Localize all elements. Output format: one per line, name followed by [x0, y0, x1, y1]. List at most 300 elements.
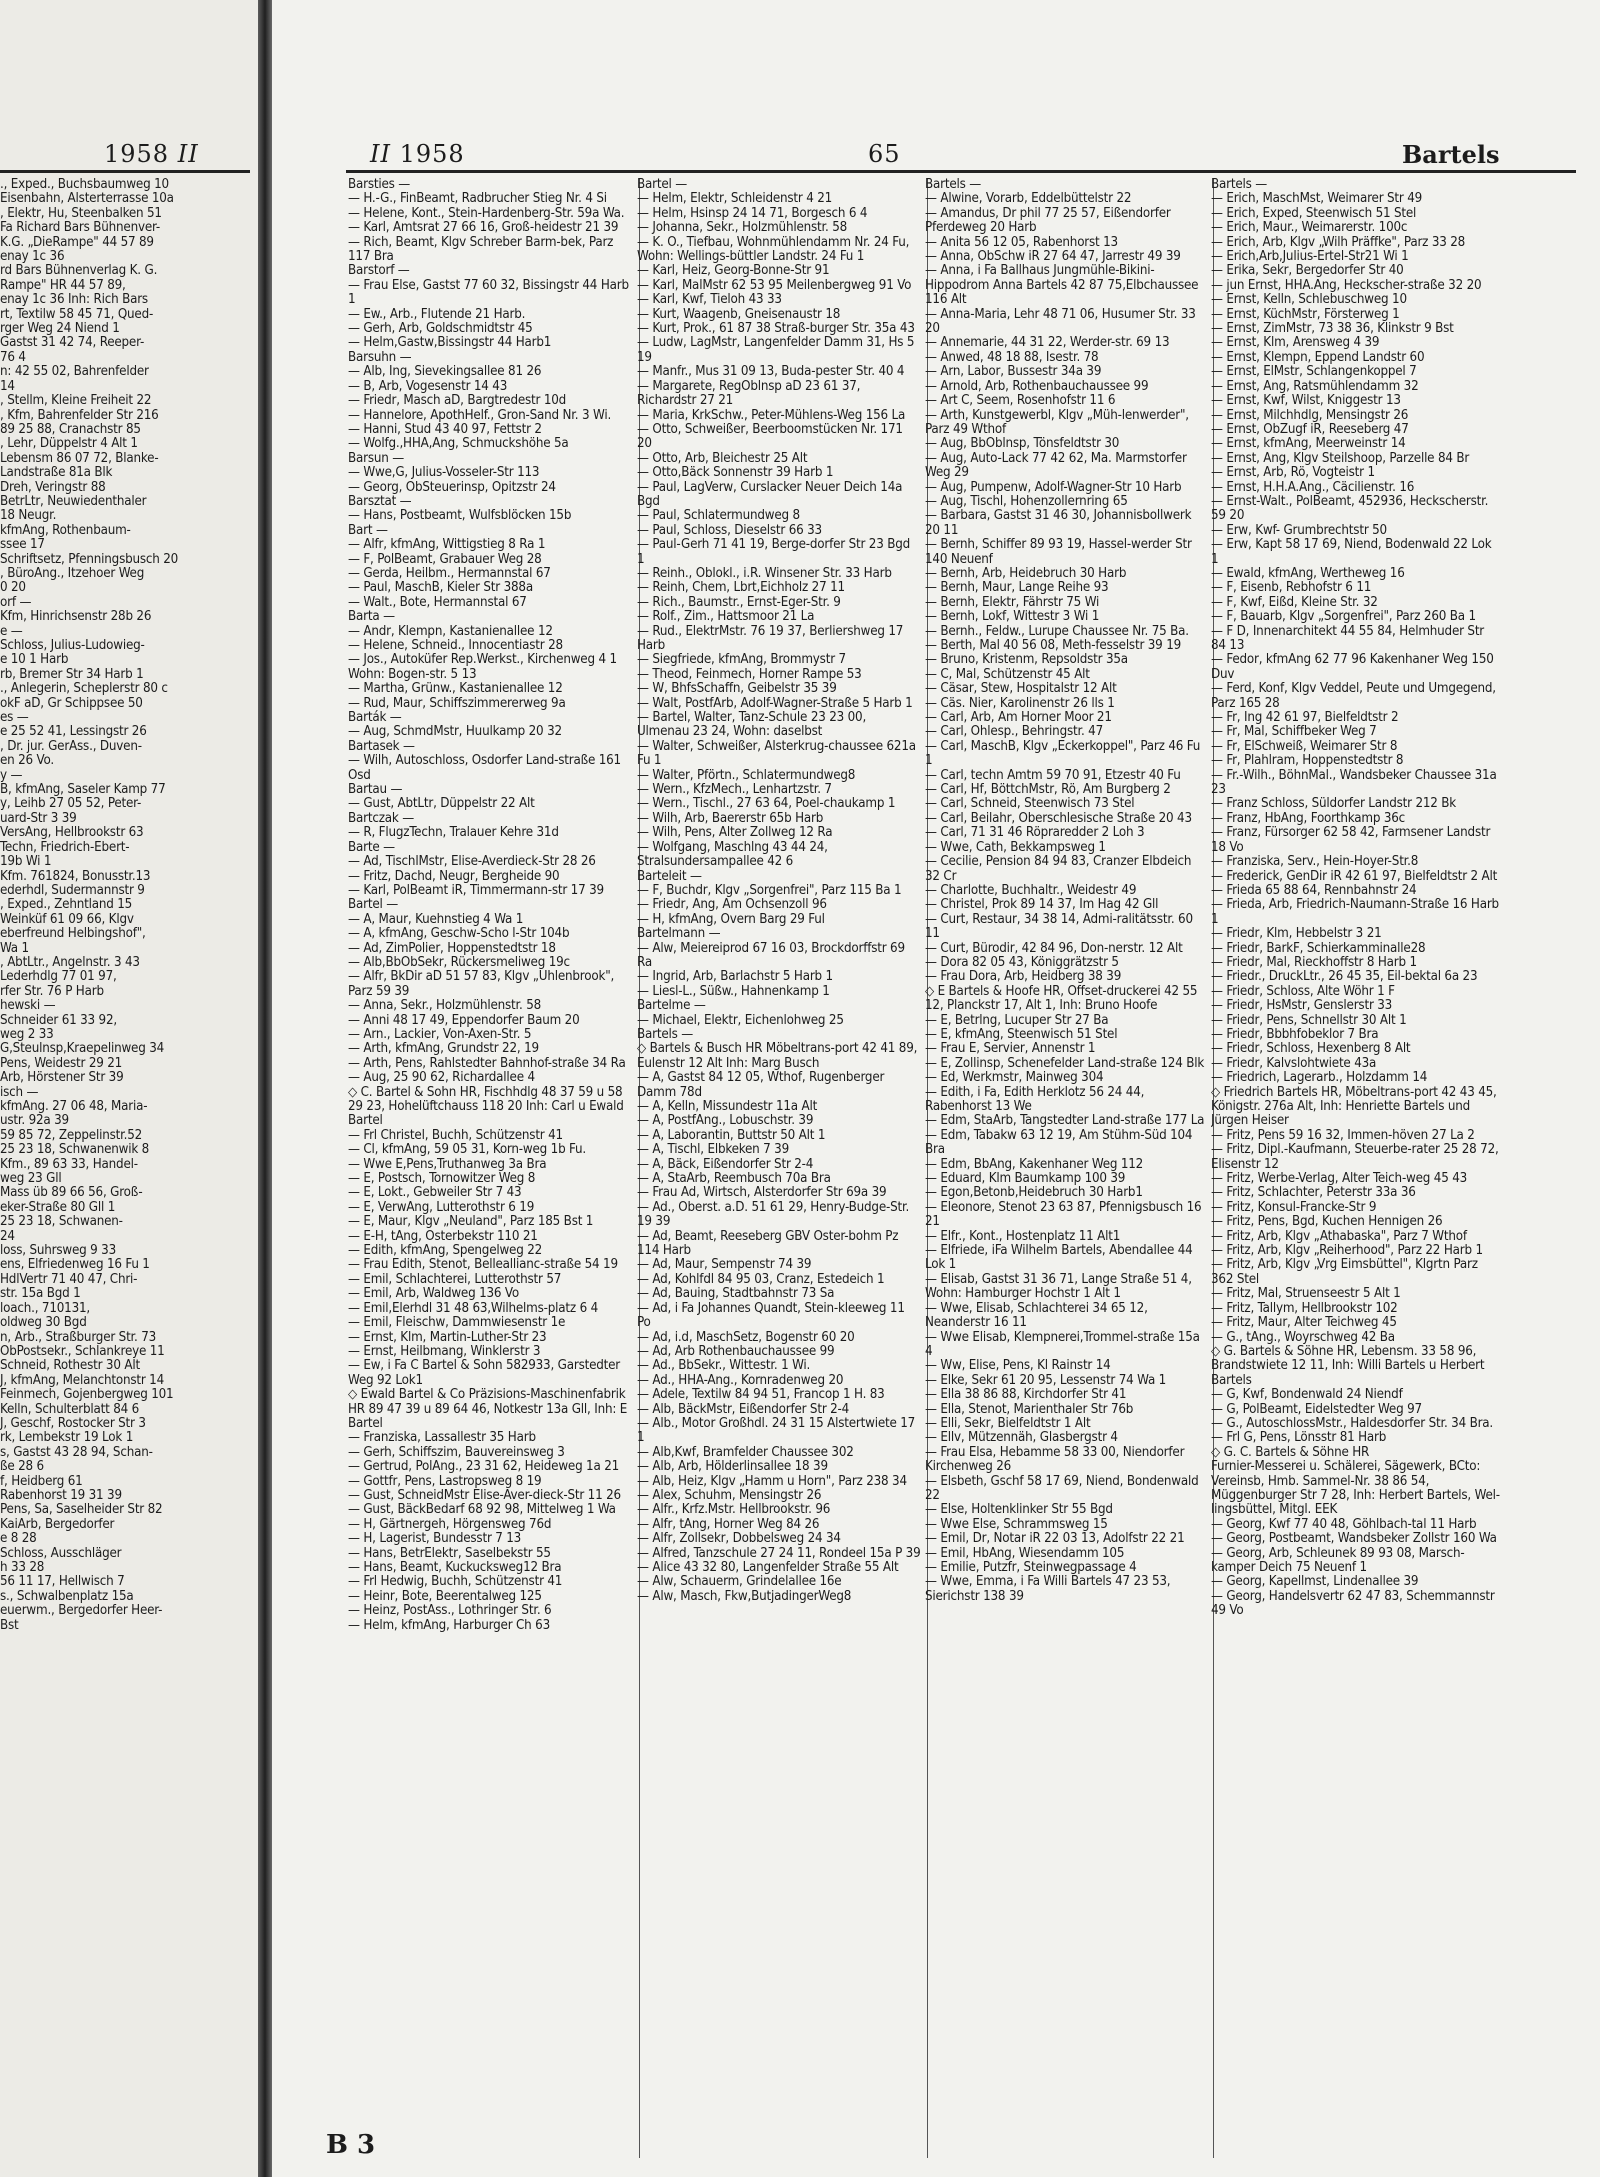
directory-entry: ens, Elfriedenweg 16 Fu 1 [0, 1257, 150, 1273]
directory-entry: — Bruno, Kristenm, Repsoldstr 35a [925, 652, 1128, 668]
directory-entry: Techn, Friedrich-Ebert- [0, 839, 130, 855]
footer-mark: B 3 [326, 2130, 376, 2160]
directory-entry: — Alfr, Zollsekr, Dobbelsweg 24 34 [637, 1531, 841, 1547]
directory-entry: Barte — [348, 839, 395, 855]
directory-entry: Bartel — [637, 178, 687, 192]
directory-entry: — Anni 48 17 49, Eppendorfer Baum 20 [348, 1012, 580, 1028]
directory-entry: — Karl, Kwf, Tieloh 43 33 [637, 292, 782, 308]
directory-entry: — Eleonore, Stenot 23 63 87, Pfennigsbusch 16 21 [925, 1199, 1202, 1230]
directory-entry: weg 2 33 [0, 1026, 54, 1042]
directory-entry: — Helm, Hsinsp 24 14 71, Borgesch 6 4 [637, 205, 868, 221]
directory-entry: — Curt, Restaur, 34 38 14, Admi-ralitätsstr. 60 11 [925, 911, 1193, 942]
directory-entry: — Helm, kfmAng, Harburger Ch 63 [348, 1617, 550, 1633]
directory-entry: — Ad, i.d, MaschSetz, Bogenstr 60 20 [637, 1329, 855, 1345]
directory-entry: Schneid, Rothestr 30 Alt [0, 1358, 140, 1374]
directory-entry: — Frau E, Servier, Annenstr 1 [925, 1041, 1096, 1057]
directory-entry: euerwm., Bergedorfer Heer- [0, 1603, 163, 1619]
directory-entry: — Friedr, Schloss, Alte Wöhr 1 F [1211, 983, 1395, 999]
directory-entry: — Ernst, Arb, Rö, Vogteistr 1 [1211, 465, 1375, 481]
directory-entry: — Friedr, Schloss, Hexenberg 8 Alt [1211, 1041, 1411, 1057]
directory-entry: ◇ E Bartels & Hoofe HR, Offset-druckerei 42 55 12, Planckstr 17, Alt 1, Inh: Bruno Hoofe [925, 983, 1198, 1014]
directory-entry: — Erich, Maur., Weimarerstr. 100c [1211, 220, 1408, 236]
directory-entry: — Amandus, Dr phil 77 25 57, Eißendorfer Pferdeweg 20 Harb [925, 205, 1171, 236]
directory-entry: — Wern., Tischl., 27 63 64, Poel-chaukamp 1 [637, 796, 896, 812]
directory-entry: — Alfr, tAng, Horner Weg 84 26 [637, 1516, 820, 1532]
directory-entry: — Carl, 71 31 46 Röpraredder 2 Loh 3 [925, 825, 1145, 841]
directory-entry: Barták — [348, 710, 402, 726]
directory-entry: — Carl, Ohlesp., Behringstr. 47 [925, 724, 1103, 740]
directory-entry: Bartczak — [348, 810, 415, 826]
directory-entry: — Wolfgang, Maschlng 43 44 24, Stralsundersampallee 42 6 [637, 839, 828, 870]
directory-entry: — A, StaArb, Reembusch 70a Bra [637, 1171, 831, 1187]
directory-entry: — Wern., KfzMech., Lenhartzstr. 7 [637, 782, 832, 798]
directory-entry: — Ad, Bauing, Stadtbahnstr 73 Sa [637, 1286, 835, 1302]
directory-entry: — Otto,Bäck Sonnenstr 39 Harb 1 [637, 465, 834, 481]
directory-entry: — Bernh, Schiffer 89 93 19, Hassel-werder Str 140 Neuenf [925, 537, 1192, 567]
directory-entry: s, Gastst 43 28 94, Schan- [0, 1444, 153, 1460]
directory-entry: Bartau — [348, 782, 403, 798]
directory-entry: — Fr, Mal, Schiffbeker Weg 7 [1211, 724, 1377, 740]
directory-entry: B, kfmAng, Saseler Kamp 77 [0, 782, 166, 798]
directory-entry: — Ellv, Mützennäh, Glasbergstr 4 [925, 1430, 1118, 1446]
directory-entry: Mass üb 89 66 56, Groß- [0, 1185, 143, 1201]
directory-entry: — R, FlugzTechn, Tralauer Kehre 31d [348, 825, 559, 841]
directory-entry: — Ernst-Walt., PolBeamt, 452936, Heckscherstr. 59 20 [1211, 493, 1489, 524]
directory-entry: — Erich,Arb,Julius-Ertel-Str21 Wi 1 [1211, 249, 1409, 265]
directory-entry: — Bernh, Elektr, Fährstr 75 Wi [925, 594, 1100, 610]
directory-entry: — Margarete, RegOblnsp aD 23 61 37, Richardstr 27 21 [637, 378, 861, 409]
directory-entry: — Frau Edith, Stenot, Belleallianc-straße 54 19 [348, 1257, 618, 1273]
directory-entry: — C, Mal, Schützenstr 45 Alt [925, 666, 1090, 682]
directory-entry: HdlVertr 71 40 47, Chri- [0, 1271, 138, 1287]
directory-entry: — Karl, Heiz, Georg-Bonne-Str 91 [637, 263, 830, 279]
directory-entry: uard-Str 3 39 [0, 810, 77, 826]
directory-entry: — Theod, Feinmech, Horner Rampe 53 [637, 666, 862, 682]
directory-entry: Arb, Hörstener Str 39 [0, 1070, 124, 1086]
directory-entry: — Georg, Postbeamt, Wandsbeker Zollstr 160 Wa [1211, 1531, 1497, 1547]
directory-column-3 [925, 178, 1207, 2163]
right-page [272, 0, 1600, 2177]
directory-entry: — Reinh., Oblokl., i.R. Winsener Str. 33 Harb [637, 565, 892, 581]
directory-entry: — Fr, ElSchweiß, Weimarer Str 8 [1211, 738, 1398, 754]
directory-entry: — Alb, Heiz, Klgv „Hamm u Horn", Parz 238 34 [637, 1473, 907, 1489]
directory-entry: — Alb, Arb, Hölderlinsallee 18 39 [637, 1459, 828, 1475]
directory-entry: — Fritz, Tallym, Hellbrookstr 102 [1211, 1300, 1398, 1316]
directory-entry: — Ad, i Fa Johannes Quandt, Stein-kleeweg 11 Po [637, 1300, 905, 1331]
directory-entry: — Emil,Elerhdl 31 48 63,Wilhelms-platz 6 4 [348, 1300, 598, 1316]
directory-entry: — Edith, i Fa, Edith Herklotz 56 24 44, Rabenhorst 13 We [925, 1084, 1145, 1114]
directory-entry: Barsun — [348, 450, 405, 466]
directory-entry: — Art C, Seem, Rosenhofstr 11 6 [925, 393, 1116, 409]
directory-entry: — Wwe, Emma, i Fa Willi Bartels 47 23 53, Sierichstr 138 39 [925, 1574, 1171, 1604]
directory-entry: , Elektr, Hu, Steenbalken 51 [0, 205, 162, 221]
directory-entry: — Elsbeth, Gschf 58 17 69, Niend, Bondenwald 22 [925, 1473, 1199, 1503]
directory-entry: — Fritz, Pens, Bgd, Kuchen Hennigen 26 [1211, 1214, 1443, 1230]
directory-entry: — Friedr, Klm, Hebbelstr 3 21 [1211, 926, 1382, 942]
directory-entry: — Arth, Pens, Rahlstedter Bahnhof-straße 34 Ra [348, 1055, 626, 1071]
directory-entry: ◇ Friedrich Bartels HR, Möbeltrans-port 42 43 45, Königstr. 276a Alt, Inh: Henriette Bartels und Jürgen Heiser [1211, 1084, 1497, 1129]
directory-entry: — Karl, MalMstr 62 53 95 Meilenbergweg 91 Vo [637, 277, 912, 293]
directory-entry: — A, Laborantin, Buttstr 50 Alt 1 [637, 1127, 826, 1143]
directory-entry: Bartels — [1211, 178, 1268, 192]
directory-entry: — Gust, AbtLtr, Düppelstr 22 Alt [348, 796, 535, 812]
directory-entry: — Ingrid, Arb, Barlachstr 5 Harb 1 [637, 969, 833, 985]
directory-entry: ederhdl, Sudermannstr 9 [0, 882, 145, 898]
directory-entry: — Friedr, Ang, Am Ochsenzoll 96 [637, 897, 827, 913]
directory-entry: — Alb,Kwf, Bramfelder Chaussee 302 [637, 1444, 854, 1460]
directory-entry: y, Leihb 27 05 52, Peter- [0, 796, 142, 812]
directory-entry: — Heinr, Bote, Beerentalweg 125 [348, 1588, 542, 1604]
directory-entry: Rabenhorst 19 31 39 [0, 1487, 122, 1503]
directory-entry: — Hannelore, ApothHelf., Gron-Sand Nr. 3 Wi. [348, 407, 612, 423]
directory-entry: VersAng, Hellbrookstr 63 [0, 825, 144, 841]
directory-entry: — Erika, Sekr, Bergedorfer Str 40 [1211, 263, 1404, 279]
directory-entry: Bartelmann — [637, 926, 721, 942]
directory-entry: — Gottfr, Pens, Lastropsweg 8 19 [348, 1473, 542, 1489]
directory-entry: — Alice 43 32 80, Langenfelder Straße 55 Alt [637, 1560, 899, 1575]
directory-entry: — Bartel, Walter, Tanz-Schule 23 23 00, Ulmenau 23 24, Wohn: daselbst [637, 710, 867, 740]
directory-entry: — A, Gastst 84 12 05, Wthof, Rugenberger Damm 78d [637, 1070, 885, 1100]
directory-entry: — Fr, Plahlram, Hoppenstedtstr 8 [1211, 753, 1404, 769]
directory-entry: — Emil, Fleischw, Dammwiesenstr 1e [348, 1315, 566, 1331]
directory-entry: — Frau Else, Gastst 77 60 32, Bissingstr 44 Harb 1 [348, 277, 629, 308]
directory-entry: — Fedor, kfmAng 62 77 96 Kakenhaner Weg 150 Duv [1211, 652, 1494, 682]
directory-entry: — Elfriede, iFa Wilhelm Bartels, Abendallee 44 Lok 1 [925, 1243, 1193, 1273]
directory-entry: ssee 17 [0, 537, 45, 553]
directory-entry: — Alfred, Tanzschule 27 24 11, Rondeel 15a P 39 [637, 1545, 921, 1561]
directory-entry: Schloss, Julius-Ludowieg- [0, 638, 145, 653]
directory-entry: , Kfm, Bahrenfelder Str 216 [0, 407, 159, 423]
directory-entry: ., Exped., Buchsbaumweg 10 [0, 178, 169, 192]
directory-entry: — Ernst, Ang, Klgv Steilshoop, Parzelle 84 Br [1211, 450, 1470, 466]
directory-entry: — Erich, Arb, Klgv „Wilh Präffke", Parz 33 28 [1211, 234, 1466, 250]
directory-entry: — Helene, Schneid., Innocentiastr 28 [348, 638, 563, 653]
directory-entry: — Kurt, Waagenb, Gneisenaustr 18 [637, 306, 841, 322]
directory-entry: Bartels — [925, 178, 982, 192]
directory-entry: Landstraße 81a Blk [0, 465, 113, 481]
directory-entry: — Alfr, kfmAng, Wittigstieg 8 Ra 1 [348, 537, 546, 553]
directory-entry: — Franziska, Lassallestr 35 Harb [348, 1430, 536, 1446]
directory-entry: — Paul-Gerh 71 41 19, Berge-dorfer Str 23 Bgd 1 [637, 537, 911, 567]
directory-column-4 [1211, 178, 1501, 2163]
directory-entry: — Fritz, Mal, Struenseestr 5 Alt 1 [1211, 1286, 1401, 1302]
directory-entry: — Christel, Prok 89 14 37, Im Hag 42 Gll [925, 897, 1159, 913]
directory-entry: — A, kfmAng, Geschw-Scho l-Str 104b [348, 926, 570, 942]
directory-entry: — Siegfriede, kfmAng, Brommystr 7 [637, 652, 846, 668]
directory-entry: 76 4 [0, 349, 26, 365]
directory-entry: — Adele, Textilw 84 94 51, Francop 1 H. 83 [637, 1387, 885, 1403]
directory-entry: — H, Lagerist, Bundesstr 7 13 [348, 1531, 522, 1547]
directory-entry: — Eduard, Klm Baumkamp 100 39 [925, 1171, 1126, 1187]
directory-entry: rger Weg 24 Niend 1 [0, 321, 120, 337]
directory-entry: orf — [0, 594, 32, 610]
directory-entry: — Franz, HbAng, Foorthkamp 36c [1211, 810, 1406, 826]
directory-entry: — Fr, Ing 42 61 97, Bielfeldtstr 2 [1211, 710, 1399, 726]
directory-entry: Wa 1 [0, 940, 29, 956]
directory-entry: — Hanni, Stud 43 40 97, Fettstr 2 [348, 421, 542, 437]
directory-entry: — E, Maur, Klgv „Neuland", Parz 185 Bst 1 [348, 1214, 594, 1230]
directory-entry: — F, Kwf, Eißd, Kleine Str. 32 [1211, 594, 1378, 610]
directory-entry: — Johanna, Sekr., Holzmühlenstr. 58 [637, 220, 848, 236]
directory-entry: — Bernh, Lokf, Wittestr 3 Wi 1 [925, 609, 1100, 625]
page-number: 65 [868, 140, 901, 168]
directory-entry: — Otto, Schweißer, Beerboomstücken Nr. 171 20 [637, 421, 903, 452]
directory-entry: 59 85 72, Zeppelinstr.52 [0, 1127, 143, 1143]
directory-entry: Barsties — [348, 178, 411, 192]
directory-entry: — Reinh, Chem, Lbrt,Eichholz 27 11 [637, 580, 845, 596]
directory-entry: Schloss, Ausschläger [0, 1545, 122, 1561]
directory-entry: — Rud, Maur, Schiffszimmererweg 9a [348, 695, 566, 711]
directory-entry: — Wilh, Arb, Baererstr 65b Harb [637, 810, 824, 826]
directory-entry: G,Steulnsp,Kraepelinweg 34 [0, 1041, 165, 1057]
directory-entry: — Ewald, kfmAng, Wertheweg 16 [1211, 565, 1405, 581]
directory-entry: — Ernst, Kwf, Wilst, Kniggestr 13 [1211, 393, 1401, 409]
directory-entry: — Edith, kfmAng, Spengelweg 22 [348, 1243, 543, 1259]
directory-entry: J, kfmAng, Melanchtonstr 14 [0, 1372, 164, 1388]
directory-entry: enay 1c 36 [0, 249, 65, 265]
directory-entry: — Paul, LagVerw, Curslacker Neuer Deich 14a Bgd [637, 479, 903, 509]
directory-entry: — Fritz, Werbe-Verlag, Alter Teich-weg 45 43 [1211, 1171, 1468, 1187]
directory-entry: — Hans, Beamt, Kuckucksweg12 Bra [348, 1560, 562, 1575]
directory-entry: — Frau Dora, Arb, Heidberg 38 39 [925, 969, 1122, 985]
directory-entry: — Frau Elsa, Hebamme 58 33 00, Niendorfer Kirchenweg 26 [925, 1444, 1185, 1475]
directory-entry: oldweg 30 Bgd [0, 1315, 87, 1331]
directory-entry: — Georg, Arb, Schleunek 89 93 08, Marsch-kamper Deich 75 Neuenf 1 [1211, 1545, 1465, 1575]
directory-entry: — Karl, Amtsrat 27 66 16, Groß-heidestr 21 39 [348, 220, 619, 236]
directory-entry: — Erw, Kwf- Grumbrechtstr 50 [1211, 522, 1387, 538]
directory-entry: ◇ C. Bartel & Sohn HR, Fischhdlg 48 37 59 u 58 29 23, Hohelüftchauss 118 20 Inh: Carl u Ewald Bartel [348, 1084, 624, 1129]
directory-entry: — Ad., HHA-Ang., Kornradenweg 20 [637, 1372, 844, 1388]
directory-entry: kfmAng, Rothenbaum- [0, 522, 131, 538]
directory-entry: — Rolf., Zim., Hattsmoor 21 La [637, 609, 815, 625]
directory-entry: — Aug, Pumpenw, Adolf-Wagner-Str 10 Harb [925, 479, 1182, 495]
directory-entry: Pens, Weidestr 29 21 [0, 1055, 123, 1071]
directory-entry: — E, VerwAng, Lutterothstr 6 19 [348, 1199, 535, 1215]
directory-entry: — E, Zollinsp, Schenefelder Land-straße 124 Blk [925, 1055, 1205, 1071]
directory-entry: Fa Richard Bars Bühnenver- [0, 220, 160, 236]
directory-entry: — Gust, SchneidMstr Elise-Aver-dieck-Str 11 26 [348, 1487, 621, 1503]
directory-entry: — Friedrich, Lagerarb., Holzdamm 14 [1211, 1070, 1428, 1086]
directory-entry: , BüroAng., Itzehoer Weg [0, 565, 145, 581]
directory-entry: en 26 Vo. [0, 753, 54, 769]
directory-entry: — Wwe, Cath, Bekkampsweg 1 [925, 839, 1106, 855]
directory-entry: — Frl G, Pens, Lönsstr 81 Harb [1211, 1430, 1387, 1446]
directory-entry: — Frl Hedwig, Buchh, Schützenstr 41 [348, 1574, 563, 1590]
directory-entry: — Alb, BäckMstr, Eißendorfer Str 2-4 [637, 1401, 850, 1417]
directory-entry: — G., AutoschlossMstr., Haldesdorfer Str. 34 Bra. [1211, 1415, 1494, 1431]
directory-entry: — Helene, Kont., Stein-Hardenberg-Str. 59a Wa. [348, 205, 625, 221]
directory-entry: — Rich., Baumstr., Ernst-Eger-Str. 9 [637, 594, 841, 610]
directory-entry: — Karl, PolBeamt iR, Timmermann-str 17 39 [348, 882, 604, 898]
directory-entry: — Arth, kfmAng, Grundstr 22, 19 [348, 1041, 539, 1057]
directory-entry: — Friedr, HsMstr, Genslerstr 33 [1211, 998, 1393, 1014]
directory-entry: Furnier-Messerei u. Schälerei, Sägewerk, BCto: Vereinsb, Hmb. Sammel-Nr. 38 86 54, Müggenburger Str 7 28, Inh: Herbert Bartels, Wel-lingsbüttel, Mitgl. EEK [1211, 1459, 1500, 1518]
directory-entry: — Edm, BbAng, Kakenhaner Weg 112 [925, 1156, 1144, 1172]
directory-entry: — Alb, Ing, Sievekingsallee 81 26 [348, 364, 542, 380]
directory-entry: — A, PostfAng., Lobuschstr. 39 [637, 1113, 814, 1129]
directory-entry: — Michael, Elektr, Eichenlohweg 25 [637, 1012, 844, 1028]
directory-entry: K.G. „DieRampe" 44 57 89 [0, 234, 154, 250]
directory-entry: str. 15a Bgd 1 [0, 1286, 81, 1302]
directory-entry: — Dora 82 05 43, Königgrätzstr 5 [925, 954, 1119, 970]
directory-entry: — Friedr, Kalvslohtwiete 43a [1211, 1055, 1377, 1071]
directory-entry: okF aD, Gr Schippsee 50 [0, 695, 143, 711]
directory-entry: — Wwe Elisab, Klempnerei,Trommel-straße 15a 4 [925, 1329, 1200, 1359]
directory-entry: BetrLtr, Neuwiedenthaler [0, 493, 147, 509]
directory-entry: — Ad, ZimPolier, Hoppenstedtstr 18 [348, 940, 556, 956]
directory-entry: — Berth, Mal 40 56 08, Meth-fesselstr 39 19 [925, 638, 1182, 653]
directory-entry: ◇ Bartels & Busch HR Möbeltrans-port 42 41 89, Eulenstr 12 Alt Inh: Marg Busch [637, 1041, 918, 1071]
directory-entry: — Ad, TischlMstr, Elise-Averdieck-Str 28 26 [348, 854, 596, 870]
directory-entry: — Fritz, Pens 59 16 32, Immen-höven 27 La 2 [1211, 1127, 1475, 1143]
directory-entry: — Elke, Sekr 61 20 95, Lessenstr 74 Wa 1 [925, 1372, 1167, 1388]
directory-entry: — Fritz, Arb, Klgv „Athabaska", Parz 7 Wthof [1211, 1228, 1467, 1244]
directory-entry: — Ed, Werkmstr, Mainweg 304 [925, 1070, 1104, 1086]
directory-entry: , Exped., Zehntland 15 [0, 897, 133, 913]
directory-entry: — Egon,Betonb,Heidebruch 30 Harb1 [925, 1185, 1143, 1201]
directory-entry: — Emil, HbAng, Wiesendamm 105 [925, 1545, 1125, 1561]
directory-entry: ◇ G. C. Bartels & Söhne HR [1211, 1444, 1370, 1460]
directory-entry: Bartelme — [637, 998, 706, 1014]
directory-entry: — A, Tischl, Elbkeken 7 39 [637, 1142, 789, 1158]
directory-entry: — Gertrud, PolAng., 23 31 62, Heideweg 1a 21 [348, 1459, 620, 1475]
left-page-header [104, 140, 199, 168]
directory-entry: — Carl, techn Amtm 59 70 91, Etzestr 40 Fu [925, 767, 1181, 783]
directory-entry: — Ernst, Ang, Ratsmühlendamm 32 [1211, 378, 1419, 394]
directory-entry: — Fritz, Konsul-Francke-Str 9 [1211, 1199, 1377, 1215]
directory-entry: — Gust, BäckBedarf 68 92 98, Mittelweg 1 Wa [348, 1502, 616, 1518]
directory-entry: — E, Lokt., Gebweiler Str 7 43 [348, 1185, 522, 1201]
directory-entry: — Erich, Exped, Steenwisch 51 Stel [1211, 205, 1417, 221]
directory-entry: ◇ G. Bartels & Söhne HR, Lebensm. 33 58 96, Brandstwiete 12 11, Inh: Willi Bartels u Herbert Bartels [1211, 1343, 1485, 1388]
directory-entry: — Carl, MaschB, Klgv „Eckerkoppel", Parz 46 Fu 1 [925, 738, 1201, 769]
directory-entry: — Gerda, Heilbm., Hermannstal 67 [348, 565, 551, 581]
directory-entry: enay 1c 36 Inh: Rich Bars [0, 292, 148, 308]
directory-entry: — Walt, PostfArb, Adolf-Wagner-Straße 5 Harb 1 [637, 695, 913, 711]
directory-entry: — Friedr, BarkF, Schierkamminalle28 [1211, 940, 1426, 956]
directory-entry: — Ad, Arb Rothenbauchaussee 99 [637, 1343, 835, 1359]
directory-entry: — Maria, KrkSchw., Peter-Mühlens-Weg 156 La [637, 407, 906, 423]
directory-entry: weg 23 Gll [0, 1171, 62, 1187]
directory-entry: n: 42 55 02, Bahrenfelder [0, 364, 149, 380]
directory-entry: — Ella, Stenot, Marienthaler Str 76b [925, 1401, 1134, 1417]
directory-entry: KaiArb, Bergedorfer [0, 1516, 115, 1532]
directory-entry: — Georg, Kapellmst, Lindenallee 39 [1211, 1574, 1419, 1590]
directory-entry: — F D, Innenarchitekt 44 55 84, Helmhuder Str 84 13 [1211, 623, 1485, 653]
directory-entry: — Carl, Arb, Am Horner Moor 21 [925, 710, 1112, 726]
directory-entry: — Ludw, LagMstr, Langenfelder Damm 31, Hs 5 19 [637, 335, 915, 365]
directory-entry: hewski — [0, 998, 56, 1014]
book-gutter [258, 0, 272, 2177]
directory-entry: — Ernst, Klm, Martin-Luther-Str 23 [348, 1329, 547, 1345]
right-page-header [370, 140, 465, 168]
directory-entry: Barteleit — [637, 868, 702, 884]
directory-entry: — Anna, Sekr., Holzmühlenstr. 58 [348, 998, 542, 1014]
directory-entry: — Wilh, Autoschloss, Osdorfer Land-straße 161 Osd [348, 753, 621, 783]
directory-entry: — Ella 38 86 88, Kirchdorfer Str 41 [925, 1387, 1127, 1403]
directory-entry: Lebensm 86 07 72, Blanke- [0, 450, 159, 466]
directory-entry: — Alfr., Krfz.Mstr. Hellbrookstr. 96 [637, 1502, 831, 1518]
directory-entry: rt, Textilw 58 45 71, Qued- [0, 306, 154, 322]
directory-entry: — Cäsar, Stew, Hospitalstr 12 Alt [925, 681, 1117, 697]
directory-entry: — A, Kelln, Missundestr 11a Alt [637, 1099, 818, 1114]
directory-entry: — Aug, 25 90 62, Richardallee 4 [348, 1070, 535, 1086]
right-header-year: 1958 [399, 140, 465, 168]
directory-entry: — Ww, Elise, Pens, Kl Rainstr 14 [925, 1358, 1111, 1374]
directory-entry: — G, PolBeamt, Eidelstedter Weg 97 [1211, 1401, 1422, 1417]
directory-entry: — Liesl-L., Süßw., Hahnenkamp 1 [637, 983, 830, 999]
directory-entry: — Helm, Elektr, Schleidenstr 4 21 [637, 191, 833, 207]
directory-entry: — jun Ernst, HHA.Ang, Heckscher-straße 32 20 [1211, 277, 1482, 293]
directory-entry: Bst [0, 1617, 19, 1633]
directory-entry: — K. O., Tiefbau, Wohnmühlendamm Nr. 24 Fu, Wohn: Wellings-büttler Landstr. 24 Fu 1 [637, 234, 910, 265]
directory-entry: — Aug, Auto-Lack 77 42 62, Ma. Marmstorfer Weg 29 [925, 450, 1187, 481]
directory-entry: — Aug, SchmdMstr, Huulkamp 20 32 [348, 724, 562, 740]
directory-entry: — Alw, Meiereiprod 67 16 03, Brockdorffstr 69 Ra [637, 940, 905, 970]
directory-entry: — Aug, BbOblnsp, Tönsfeldtstr 30 [925, 436, 1120, 452]
directory-entry: h 33 28 [0, 1560, 45, 1575]
directory-entry: — G., tAng., Woyrschweg 42 Ba [1211, 1329, 1395, 1345]
directory-entry: Lederhdlg 77 01 97, [0, 969, 117, 985]
right-header-rule [346, 170, 1576, 173]
directory-entry: — Ew., Arb., Flutende 21 Harb. [348, 306, 526, 322]
directory-entry: — Arn, Labor, Bussestr 34a 39 [925, 364, 1102, 380]
directory-entry: — Erw, Kapt 58 17 69, Niend, Bodenwald 22 Lok 1 [1211, 537, 1492, 567]
directory-entry: — A, Bäck, Eißendorfer Str 2-4 [637, 1156, 814, 1172]
directory-entry: — Elisab, Gastst 31 36 71, Lange Straße 51 4, Wohn: Hamburger Hochstr 1 Alt 1 [925, 1271, 1192, 1302]
left-header-rule [0, 170, 250, 173]
directory-entry: — Emilie, Putzfr, Steinwegpassage 4 [925, 1560, 1137, 1575]
directory-entry: — Wolfg.,HHA,Ang, Schmuckshöhe 5a [348, 436, 569, 452]
directory-entry: — Otto, Arb, Bleichestr 25 Alt [637, 450, 808, 466]
directory-entry: 19b Wi 1 [0, 854, 52, 870]
directory-entry: eberfreund Helbingshof", [0, 926, 146, 942]
directory-entry: — F, Buchdr, Klgv „Sorgenfrei", Parz 115 Ba 1 [637, 882, 902, 898]
directory-entry: — Emil, Arb, Waldweg 136 Vo [348, 1286, 519, 1302]
directory-entry: — Wwe,G, Julius-Vosseler-Str 113 [348, 465, 540, 481]
directory-entry: — Charlotte, Buchhaltr., Weidestr 49 [925, 882, 1137, 898]
directory-entry: 25 23 18, Schwanen- [0, 1214, 123, 1230]
directory-entry: — Cäs. Nier, Karolinenstr 26 lls 1 [925, 695, 1115, 711]
directory-entry: — W, BhfsSchaffn, Geibelstr 35 39 [637, 681, 837, 697]
directory-entry: Bartel — [348, 897, 398, 913]
directory-entry: — Erich, MaschMst, Weimarer Str 49 [1211, 191, 1423, 207]
directory-entry: 0 20 [0, 580, 26, 596]
directory-entry: — Fr.-Wilh., BöhnMal., Wandsbeker Chaussee 31a 23 [1211, 767, 1497, 798]
directory-entry: e 10 1 Harb [0, 652, 69, 668]
directory-entry: — F, PolBeamt, Grabauer Weg 28 [348, 551, 542, 567]
directory-entry: — Wwe, Elisab, Schlachterei 34 65 12, Neanderstr 16 11 [925, 1300, 1148, 1331]
directory-entry: Kfm, Hinrichsenstr 28b 26 [0, 609, 152, 625]
directory-entry: 18 Neugr. [0, 508, 57, 524]
directory-entry: — Fritz, Schlachter, Peterstr 33a 36 [1211, 1185, 1416, 1201]
directory-entry: , Stellm, Kleine Freiheit 22 [0, 393, 152, 409]
directory-entry: — Fritz, Arb, Klgv „Vrg Eimsbüttel", Klgrtn Parz 362 Stel [1211, 1257, 1478, 1287]
directory-entry: — Ernst, Klm, Arensweg 4 39 [1211, 335, 1380, 351]
directory-entry: — Barbara, Gastst 31 46 30, Johannisbollwerk 20 11 [925, 508, 1192, 538]
left-header-volume: II [177, 140, 199, 168]
directory-entry: — Emil, Dr, Notar iR 22 03 13, Adolfstr 22 21 [925, 1531, 1185, 1547]
directory-entry: ., Anlegerin, Scheplerstr 80 c [0, 681, 168, 697]
directory-entry: — Franziska, Serv., Hein-Hoyer-Str.8 [1211, 854, 1419, 870]
directory-entry: — Ernst, ElMstr, Schlangenkoppel 7 [1211, 364, 1417, 380]
directory-entry: — Alex, Schuhm, Mensingstr 26 [637, 1487, 822, 1503]
directory-entry: rd Bars Bühnenverlag K. G. [0, 263, 158, 279]
directory-entry: Kfm., 89 63 33, Handel- [0, 1156, 138, 1172]
directory-entry: — Wilh, Pens, Alter Zollweg 12 Ra [637, 825, 833, 841]
running-head: Bartels [1402, 140, 1500, 169]
directory-entry: ße 28 6 [0, 1459, 44, 1475]
